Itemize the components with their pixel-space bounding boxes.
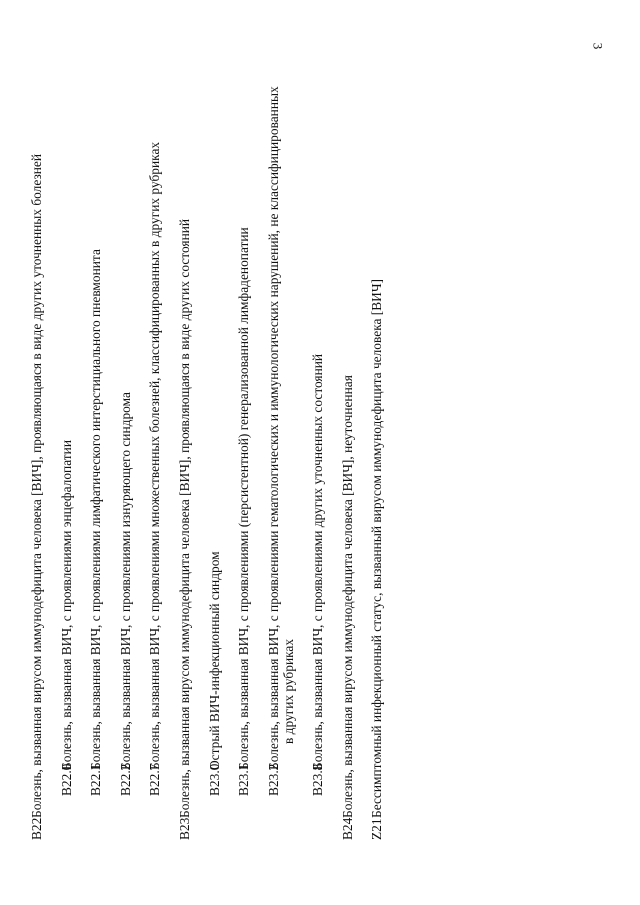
entry-b22-0: [60, 80, 75, 840]
entry-text: Болезнь, вызванная вирусом иммунодефицита человека [ВИЧ], проявляющаяся в виде других уточненных болезней: [29, 153, 44, 818]
entry-text: Болезнь, вызванная ВИЧ, с проявлениями гематологических и иммунологических нарушений, не классифицированных в других рубриках: [265, 86, 296, 770]
entry-code: B23.2: [265, 763, 281, 796]
entry-text: Болезнь, вызванная вирусом иммунодефицита человека [ВИЧ], неуточненная: [339, 375, 355, 818]
entry-b23-2: [267, 80, 297, 840]
entry-text: Острый ВИЧ-инфекционный синдром: [206, 551, 222, 770]
entry-text: Болезнь, вызванная ВИЧ, с проявлениями изнуряющего синдрома: [117, 392, 133, 770]
entry-b23-8: [311, 80, 326, 840]
entry-text: Бессимптомный инфекционный статус, вызванный вирусом иммунодефицита человека [ВИЧ]: [369, 278, 385, 818]
entry-b23-1: [237, 80, 252, 840]
document-body: [30, 80, 400, 840]
entry-text: Болезнь, вызванная вирусом иммунодефицита человека [ВИЧ], проявляющаяся в виде других состояний: [176, 218, 192, 818]
entry-text: Болезнь, вызванная ВИЧ, с проявлениями множественных болезней, классифицированных в других рубриках: [147, 141, 163, 770]
entry-code: B22.0: [58, 763, 74, 796]
entry-b24: [341, 80, 356, 840]
entry-b23: [178, 80, 193, 840]
entry-b22-7: [148, 80, 163, 840]
entry-code: B23.1: [236, 763, 252, 796]
entry-code: B23.0: [206, 763, 222, 796]
entry-code: B22.1: [88, 763, 104, 796]
entry-b22-1: [89, 80, 104, 840]
entry-b22-2: [119, 80, 134, 840]
entry-text: Болезнь, вызванная ВИЧ, с проявлениями лимфатического интерстициального пневмонита: [88, 249, 104, 770]
entry-b22: [30, 80, 45, 840]
entry-b23-0: [208, 80, 223, 840]
entry-code: B23: [176, 817, 192, 840]
entry-code: B24: [339, 817, 355, 840]
page-number: 3: [589, 42, 605, 50]
entry-code: Z21: [369, 818, 385, 840]
entry-z21: [370, 80, 385, 840]
entry-code: B22.7: [147, 763, 163, 796]
entry-text: Болезнь, вызванная ВИЧ, с проявлениями других уточненных состояний: [310, 353, 326, 770]
entry-code: B22: [29, 817, 44, 840]
entry-code: B22.2: [117, 763, 133, 796]
entry-code: B23.8: [310, 763, 326, 796]
entry-text: Болезнь, вызванная ВИЧ, с проявлениями (персистентной) генерализованной лимфаденопатии: [236, 227, 252, 770]
entry-text: Болезнь, вызванная ВИЧ, с проявлениями энцефалопатии: [58, 440, 74, 770]
